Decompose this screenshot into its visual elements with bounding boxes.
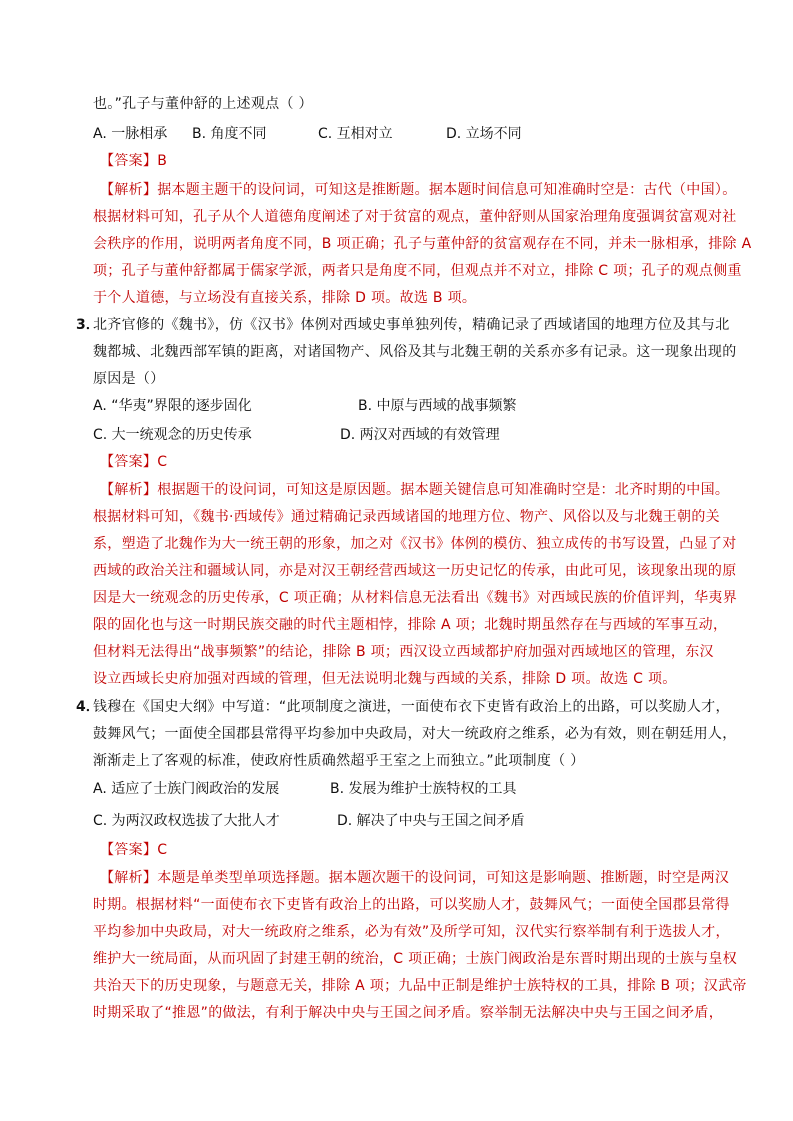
q4-stem-line: 鼓舞风气；一面使全国郡县常得平均参加中央政局，对大一统政府之维系，必为有效，则在朝廷用人，: [93, 726, 737, 742]
q4-analysis-line: 【解析】本题是单类型单项选择题。据本题次题干的设问词，可知这是影响题、推断题，时空是两汉: [100, 870, 730, 886]
q4-stem-line: 渐渐走上了客观的标准，使政府性质确然超乎王室之上而独立。”此项制度（ ）: [93, 753, 585, 769]
q2-analysis-line: 会秩序的作用，说明两者角度不同，B 项正确；孔子与董仲舒的贫富观存在不同，并未一脉相承，排除 A: [93, 236, 752, 252]
q3-analysis-line: 西域的政治关注和疆域认同，亦是对汉王朝经营西域这一历史记忆的传承，由此可见，该现象出现的原: [93, 563, 737, 579]
q4-analysis-line: 共治天下的历史现象，与题意无关，排除 A 项；九品中正制是维护士族特权的工具，排除 B 项；汉武帝: [93, 978, 747, 994]
q4-option-d: D. 解决了中央与王国之间矛盾: [337, 813, 525, 829]
q3-stem-line: 魏都城、北魏西部军镇的距离，对诸国物产、风俗及其与北魏王朝的关系亦多有记录。这一现象出现的: [93, 344, 737, 360]
q4-analysis-line: 时期。根据材料“一面使布衣下吏皆有政治上的出路，可以奖励人才，鼓舞风气；一面使全国郡县常得: [93, 897, 730, 913]
q3-analysis-line: 系，塑造了北魏作为大一统王朝的形象，加之对《汉书》体例的模仿、独立成传的书写设置，凸显了对: [93, 536, 737, 552]
q3-stem-line: 北齐官修的《魏书》，仿《汉书》体例对西域史事单独列传，精确记录了西域诸国的地理方位及其与北: [93, 317, 730, 333]
q4-option-a: A. 适应了士族门阀政治的发展: [93, 781, 280, 797]
q2-stem-tail: 也。”孔子与董仲舒的上述观点（ ）: [93, 96, 313, 112]
q4-analysis-line: 平均参加中央政局，对大一统政府之维系，必为有效”及所学可知，汉代实行察举制有利于选拔人才，: [93, 924, 730, 940]
q3-option-a: A. “华夷”界限的逐步固化: [93, 398, 252, 414]
q4-stem-line: 钱穆在《国史大纲》中写道：“此项制度之演进，一面使布衣下吏皆有政治上的出路，可以奖励人才，: [93, 699, 730, 715]
q3-option-d: D. 两汉对西域的有效管理: [340, 427, 500, 443]
q2-analysis-line: 【解析】据本题主题干的设问词，可知这是推断题。据本题时间信息可知准确时空是：古代（中国）。: [100, 182, 737, 198]
q3-stem-line: 原因是（）: [93, 371, 165, 387]
q2-analysis-line: 项；孔子与董仲舒都属于儒家学派，两者只是角度不同，但观点并不对立，排除 C 项；孔子的观点侧重: [93, 263, 742, 279]
answer-value: C: [157, 454, 168, 470]
q3-number: 3．: [76, 317, 100, 333]
q3-analysis-line: 设立西域长史府加强对西域的管理，但无法说明北魏与西域的关系，排除 D 项。故选 C 项。: [93, 671, 677, 687]
q2-option-c: C. 互相对立: [318, 126, 393, 142]
q3-analysis-line: 限的固化也与这一时期民族交融的时代主题相悖，排除 A 项；北魏时期虽然存在与西域的军事互动，: [93, 617, 728, 633]
q3-option-b: B. 中原与西域的战事频繁: [358, 398, 517, 414]
q2-analysis-line: 根据材料可知，孔子从个人道德角度阐述了对于贫富的观点，董仲舒则从国家治理角度强调贫富观对社: [93, 209, 737, 225]
q4-analysis-line: 维护大一统局面，从而巩固了封建王朝的统治，C 项正确；士族门阀政治是东晋时期出现的士族与皇权: [93, 951, 738, 967]
q3-option-c: C. 大一统观念的历史传承: [93, 427, 252, 443]
answer-label: 【答案】: [100, 153, 158, 169]
q3-analysis-line: 但材料无法得出“战事频繁”的结论，排除 B 项；西汉设立西域都护府加强对西域地区的管理，东汉: [93, 644, 714, 660]
q4-option-b: B. 发展为维护士族特权的工具: [330, 781, 517, 797]
q4-analysis-line: 时期采取了“推恩”的做法，有利于解决中央与王国之间矛盾。察举制无法解决中央与王国之间矛盾，: [93, 1005, 724, 1021]
answer-value: B: [157, 153, 168, 169]
q4-number: 4．: [76, 699, 100, 715]
answer-label: 【答案】: [100, 842, 158, 858]
q4-option-c: C. 为两汉政权选拔了大批人才: [93, 813, 280, 829]
q2-option-a: A. 一脉相承: [93, 126, 168, 142]
q3-analysis-line: 因是大一统观念的历史传承，C 项正确；从材料信息无法看出《魏书》对西域民族的价值评判，华夷界: [93, 590, 738, 606]
q2-option-d: D. 立场不同: [446, 126, 522, 142]
q2-answer: [100, 151, 167, 171]
q2-analysis-line: 于个人道德，与立场没有直接关系，排除 D 项。故选 B 项。: [93, 290, 477, 306]
q3-analysis-line: 根据材料可知，《魏书·西域传》通过精确记录西域诸国的地理方位、物产、风俗以及与北魏王朝的关: [93, 509, 720, 525]
q4-answer: [100, 840, 167, 860]
q3-analysis-line: 【解析】根据题干的设问词，可知这是原因题。据本题关键信息可知准确时空是：北齐时期的中国。: [100, 482, 730, 498]
q2-option-b: B. 角度不同: [192, 126, 267, 142]
answer-value: C: [157, 842, 168, 858]
q3-answer: [100, 452, 167, 472]
answer-label: 【答案】: [100, 454, 158, 470]
